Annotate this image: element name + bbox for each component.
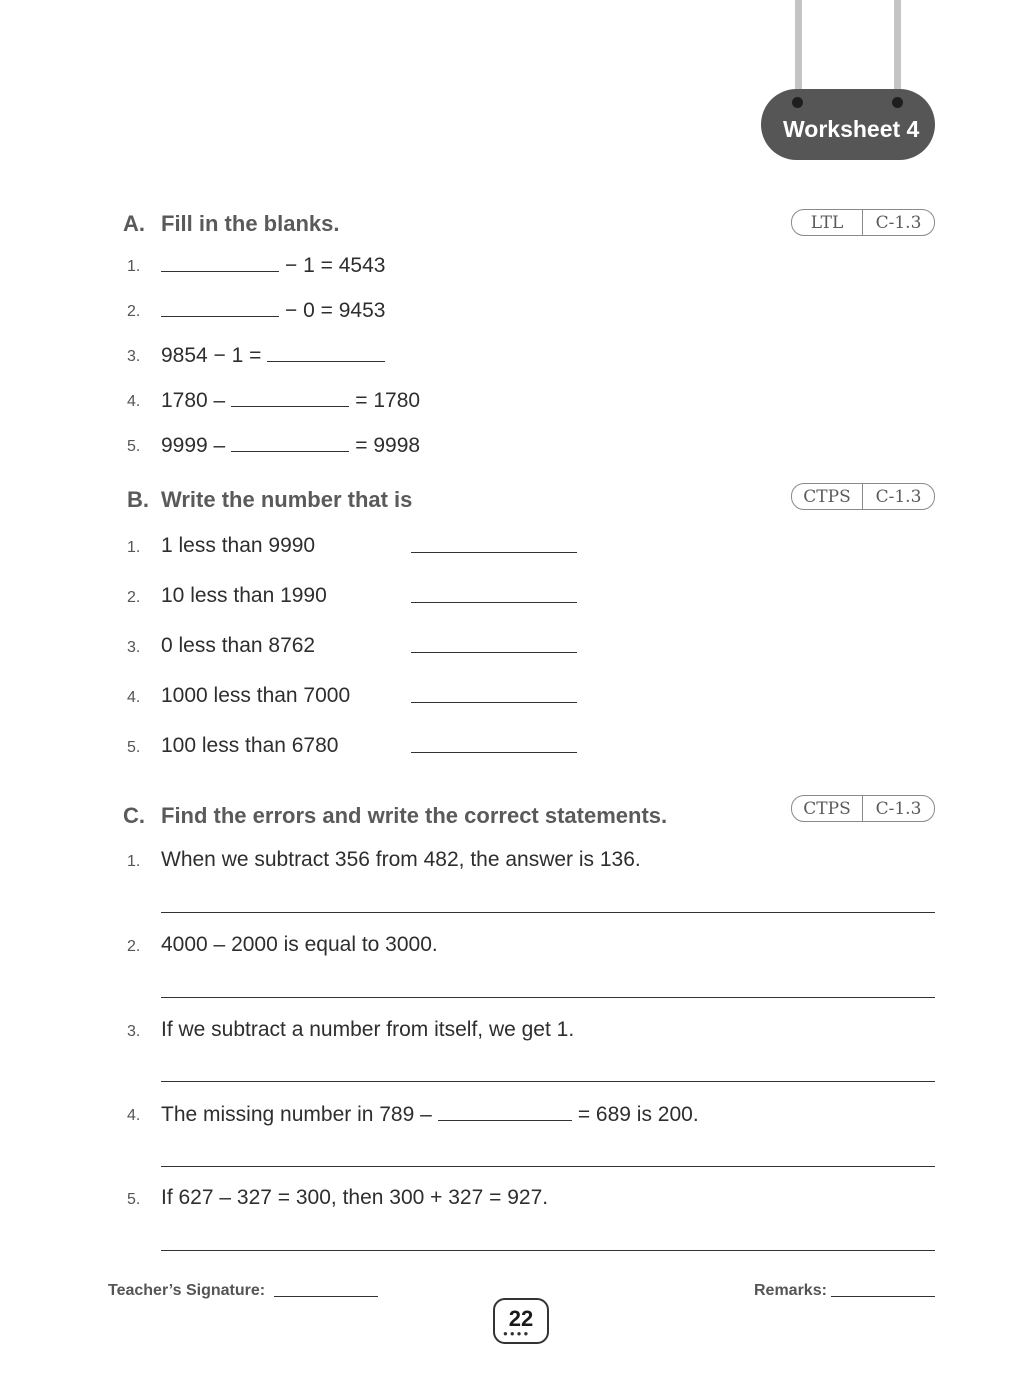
question-text: The missing number in 789 – <box>161 1103 432 1126</box>
question-text: 9854 − 1 = <box>161 344 262 367</box>
answer-line[interactable] <box>411 552 577 553</box>
question-number: 1. <box>127 258 141 275</box>
section-a-badge <box>791 209 935 236</box>
question-text: − 0 = 9453 <box>285 299 386 322</box>
badge-code: C-1.3 <box>875 798 922 819</box>
badge-skill: CTPS <box>792 484 863 509</box>
answer-line[interactable] <box>411 752 577 753</box>
fill-blank-row <box>161 343 391 368</box>
question-number: 1. <box>127 539 141 556</box>
answer-line[interactable] <box>411 602 577 603</box>
page-number-badge <box>493 1298 549 1344</box>
section-b-letter: B. <box>127 487 149 512</box>
question-text: If 627 – 327 = 300, then 300 + 327 = 927. <box>161 1186 549 1209</box>
badge-skill: CTPS <box>792 796 863 821</box>
answer-blank[interactable] <box>267 343 385 362</box>
section-b-title: Write the number that is <box>161 487 413 512</box>
section-c-letter: C. <box>123 803 145 828</box>
fill-blank-row <box>161 433 420 458</box>
question-number: 2. <box>127 303 141 320</box>
question-text: 100 less than 6780 <box>161 734 339 757</box>
question-number: 2. <box>127 938 141 955</box>
answer-blank[interactable] <box>161 298 279 317</box>
teacher-signature-line[interactable] <box>274 1296 378 1297</box>
question-text: If we subtract a number from itself, we get 1. <box>161 1018 575 1041</box>
answer-line[interactable] <box>161 1250 935 1251</box>
question-text: 10 less than 1990 <box>161 584 327 607</box>
section-a-title: Fill in the blanks. <box>161 211 340 236</box>
answer-blank[interactable] <box>161 253 279 272</box>
question-text: 9999 – <box>161 434 226 457</box>
hanger-string-left <box>795 0 802 100</box>
question-number: 3. <box>127 1023 141 1040</box>
remarks-line[interactable] <box>831 1296 935 1297</box>
question-number: 5. <box>127 438 141 455</box>
question-number: 2. <box>127 589 141 606</box>
remarks-label: Remarks: <box>754 1282 827 1299</box>
question-number: 5. <box>127 1191 141 1208</box>
question-number: 4. <box>127 1107 141 1124</box>
section-c-title: Find the errors and write the correct statements. <box>161 803 668 828</box>
answer-line[interactable] <box>161 1166 935 1167</box>
answer-blank[interactable] <box>438 1102 572 1121</box>
badge-skill: LTL <box>792 210 863 235</box>
question-number: 4. <box>127 393 141 410</box>
fill-blank-row <box>161 1102 699 1127</box>
question-number: 4. <box>127 689 141 706</box>
question-number: 1. <box>127 853 141 870</box>
section-c-badge <box>791 795 935 822</box>
tag-hole-left <box>792 97 803 108</box>
page-number: 22 <box>508 1306 534 1331</box>
question-text: = 9998 <box>355 434 421 457</box>
question-number: 5. <box>127 739 141 756</box>
answer-blank[interactable] <box>231 433 349 452</box>
question-text: 1 less than 9990 <box>161 534 316 557</box>
tag-hole-right <box>892 97 903 108</box>
section-b-badge <box>791 483 935 510</box>
question-text: 0 less than 8762 <box>161 634 316 657</box>
question-number: 3. <box>127 348 141 365</box>
answer-line[interactable] <box>161 912 935 913</box>
question-text: = 1780 <box>355 389 421 412</box>
worksheet-tag <box>761 89 935 160</box>
question-text: − 1 = 4543 <box>285 254 386 277</box>
hanger-string-right <box>894 0 901 100</box>
question-text: 4000 – 2000 is equal to 3000. <box>161 933 438 956</box>
question-text: When we subtract 356 from 482, the answer is 136. <box>161 848 641 871</box>
question-text: = 689 is 200. <box>577 1103 699 1126</box>
badge-code: C-1.3 <box>875 212 922 233</box>
answer-line[interactable] <box>161 997 935 998</box>
worksheet-label: Worksheet 4 <box>783 116 920 142</box>
answer-blank[interactable] <box>231 388 349 407</box>
decorative-dots-icon: ●●●● <box>503 1329 531 1338</box>
section-a-letter: A. <box>123 211 145 236</box>
question-text: 1780 – <box>161 389 226 412</box>
answer-line[interactable] <box>411 702 577 703</box>
fill-blank-row <box>161 298 385 323</box>
answer-line[interactable] <box>411 652 577 653</box>
question-text: 1000 less than 7000 <box>161 684 351 707</box>
teacher-signature-label: Teacher’s Signature: <box>108 1282 266 1299</box>
question-number: 3. <box>127 639 141 656</box>
fill-blank-row <box>161 253 385 278</box>
badge-code: C-1.3 <box>875 486 922 507</box>
answer-line[interactable] <box>161 1081 935 1082</box>
fill-blank-row <box>161 388 420 413</box>
